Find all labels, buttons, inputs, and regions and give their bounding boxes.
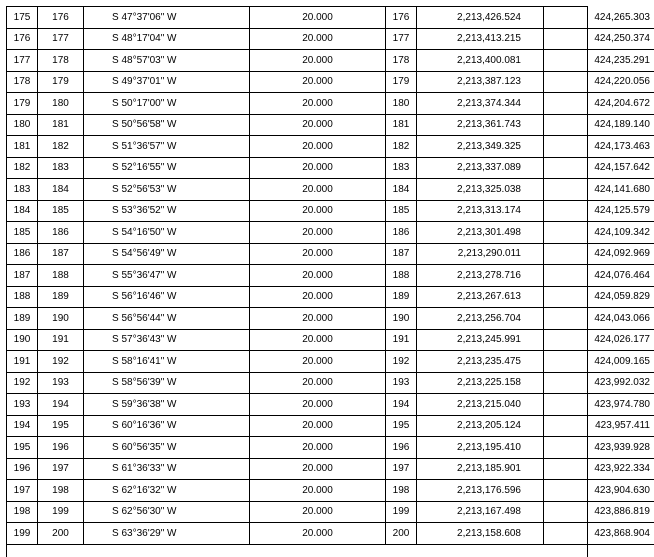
vertex-cell: 176 [386,7,417,28]
distance-cell: 20.000 [250,308,386,330]
table-row [7,243,654,265]
easting-cell: 424,026.177 [544,329,654,351]
bearing-cell: S 51°36'57" W [84,136,250,158]
to-station-cell: 197 [38,458,84,480]
northing-cell: 2,213,235.475 [417,351,544,373]
from-station-cell: 189 [7,308,38,330]
to-station-cell: 192 [38,351,84,373]
from-station-cell: 175 [7,7,38,28]
from-station-cell: 197 [7,480,38,502]
bearing-cell: S 50°17'00" W [84,93,250,115]
easting-cell: 423,886.819 [544,501,654,523]
northing-cell: 2,213,267.613 [417,286,544,308]
bearing-cell: S 63°36'29" W [84,523,250,545]
northing-cell: 2,213,225.158 [417,372,544,394]
table-row [7,157,654,179]
bearing-cell: S 61°36'33" W [84,458,250,480]
bearing-cell: S 54°56'49" W [84,243,250,265]
table-row [7,114,654,136]
to-station-cell: 196 [38,437,84,459]
easting-cell: 424,220.056 [544,71,654,93]
bearing-cell: S 54°16'50" W [84,222,250,244]
northing-cell: 2,213,301.498 [417,222,544,244]
bearing-cell: S 49°37'01" W [84,71,250,93]
distance-cell: 20.000 [250,501,386,523]
easting-cell: 424,250.374 [544,28,654,50]
distance-cell: 20.000 [250,200,386,222]
to-station-cell: 191 [38,329,84,351]
bearing-cell: S 52°16'55" W [84,157,250,179]
distance-cell: 20.000 [250,243,386,265]
table-row [7,28,654,50]
table-row [7,372,654,394]
distance-cell: 20.000 [250,28,386,50]
easting-cell: 424,059.829 [544,286,654,308]
distance-cell: 20.000 [250,415,386,437]
easting-cell: 424,157.642 [544,157,654,179]
vertex-cell: 180 [386,93,417,115]
easting-cell: 423,939.928 [544,437,654,459]
vertex-cell: 190 [386,308,417,330]
vertex-cell: 194 [386,394,417,416]
bearing-cell: S 53°36'52" W [84,200,250,222]
distance-cell: 20.000 [250,136,386,158]
table-row [7,458,654,480]
vertex-cell: 179 [386,71,417,93]
table-row [7,351,654,373]
to-station-cell: 194 [38,394,84,416]
to-station-cell: 188 [38,265,84,287]
distance-cell: 20.000 [250,458,386,480]
to-station-cell: 200 [38,523,84,545]
vertex-cell: 187 [386,243,417,265]
to-station-cell: 178 [38,50,84,72]
northing-cell: 2,213,215.040 [417,394,544,416]
northing-cell: 2,213,400.081 [417,50,544,72]
bearing-cell: S 48°17'04" W [84,28,250,50]
vertex-cell: 186 [386,222,417,244]
distance-cell: 20.000 [250,437,386,459]
northing-cell: 2,213,290.011 [417,243,544,265]
table-row [7,222,654,244]
to-station-cell: 179 [38,71,84,93]
table-row [7,415,654,437]
from-station-cell: 195 [7,437,38,459]
vertex-cell: 197 [386,458,417,480]
easting-cell: 424,235.291 [544,50,654,72]
bearing-cell: S 56°16'46" W [84,286,250,308]
table-row [7,308,654,330]
from-station-cell: 198 [7,501,38,523]
vertex-cell: 184 [386,179,417,201]
table-row [7,265,654,287]
distance-cell: 20.000 [250,93,386,115]
easting-cell: 424,092.969 [544,243,654,265]
to-station-cell: 186 [38,222,84,244]
easting-cell: 423,904.630 [544,480,654,502]
from-station-cell: 179 [7,93,38,115]
easting-cell: 423,922.334 [544,458,654,480]
northing-cell: 2,213,387.123 [417,71,544,93]
easting-cell: 424,189.140 [544,114,654,136]
vertex-cell: 183 [386,157,417,179]
bearing-cell: S 59°36'38" W [84,394,250,416]
bearing-cell: S 48°57'03" W [84,50,250,72]
table-row [7,286,654,308]
vertex-cell: 181 [386,114,417,136]
bearing-cell: S 62°56'30" W [84,501,250,523]
northing-cell: 2,213,426.524 [417,7,544,28]
table-row [7,501,654,523]
easting-cell: 424,076.464 [544,265,654,287]
easting-cell: 424,009.165 [544,351,654,373]
bearing-cell: S 58°16'41" W [84,351,250,373]
to-station-cell: 182 [38,136,84,158]
distance-cell: 20.000 [250,71,386,93]
northing-cell: 2,213,245.991 [417,329,544,351]
vertex-cell: 182 [386,136,417,158]
distance-cell: 20.000 [250,523,386,545]
distance-cell: 20.000 [250,114,386,136]
distance-cell: 20.000 [250,157,386,179]
easting-cell: 423,974.780 [544,394,654,416]
easting-cell: 424,173.463 [544,136,654,158]
northing-cell: 2,213,349.325 [417,136,544,158]
from-station-cell: 184 [7,200,38,222]
from-station-cell: 180 [7,114,38,136]
table-row [7,437,654,459]
bearing-cell: S 62°16'32" W [84,480,250,502]
table-row [7,394,654,416]
vertex-cell: 177 [386,28,417,50]
from-station-cell: 186 [7,243,38,265]
northing-cell: 2,213,325.038 [417,179,544,201]
easting-cell: 423,957.411 [544,415,654,437]
table-body [7,7,654,544]
to-station-cell: 184 [38,179,84,201]
to-station-cell: 176 [38,7,84,28]
distance-cell: 20.000 [250,265,386,287]
easting-cell: 424,109.342 [544,222,654,244]
northing-cell: 2,213,361.743 [417,114,544,136]
to-station-cell: 180 [38,93,84,115]
vertex-cell: 199 [386,501,417,523]
to-station-cell: 177 [38,28,84,50]
from-station-cell: 194 [7,415,38,437]
table-row [7,200,654,222]
from-station-cell: 190 [7,329,38,351]
from-station-cell: 176 [7,28,38,50]
distance-cell: 20.000 [250,351,386,373]
distance-cell: 20.000 [250,222,386,244]
distance-cell: 20.000 [250,179,386,201]
table-row [7,523,654,545]
table-row [7,93,654,115]
vertex-cell: 185 [386,200,417,222]
table-row [7,50,654,72]
easting-cell: 424,043.066 [544,308,654,330]
distance-cell: 20.000 [250,394,386,416]
from-station-cell: 181 [7,136,38,158]
vertex-cell: 188 [386,265,417,287]
from-station-cell: 196 [7,458,38,480]
distance-cell: 20.000 [250,480,386,502]
northing-cell: 2,213,374.344 [417,93,544,115]
northing-cell: 2,213,176.596 [417,480,544,502]
bearing-cell: S 60°56'35" W [84,437,250,459]
from-station-cell: 187 [7,265,38,287]
bearing-cell: S 52°56'53" W [84,179,250,201]
to-station-cell: 190 [38,308,84,330]
northing-cell: 2,213,278.716 [417,265,544,287]
table-row [7,480,654,502]
bearing-cell: S 60°16'36" W [84,415,250,437]
distance-cell: 20.000 [250,50,386,72]
from-station-cell: 192 [7,372,38,394]
vertex-cell: 191 [386,329,417,351]
from-station-cell: 199 [7,523,38,545]
from-station-cell: 193 [7,394,38,416]
from-station-cell: 191 [7,351,38,373]
distance-cell: 20.000 [250,7,386,28]
to-station-cell: 199 [38,501,84,523]
bearing-cell: S 55°36'47" W [84,265,250,287]
easting-cell: 424,204.672 [544,93,654,115]
to-station-cell: 193 [38,372,84,394]
bearing-cell: S 57°36'43" W [84,329,250,351]
to-station-cell: 185 [38,200,84,222]
northing-cell: 2,213,337.089 [417,157,544,179]
vertex-cell: 192 [386,351,417,373]
table-row [7,179,654,201]
vertex-cell: 200 [386,523,417,545]
northing-cell: 2,213,195.410 [417,437,544,459]
distance-cell: 20.000 [250,286,386,308]
northing-cell: 2,213,313.174 [417,200,544,222]
northing-cell: 2,213,158.608 [417,523,544,545]
northing-cell: 2,213,205.124 [417,415,544,437]
coordinates-table-container [6,6,588,557]
easting-cell: 424,265.303 [544,7,654,28]
northing-cell: 2,213,167.498 [417,501,544,523]
to-station-cell: 183 [38,157,84,179]
to-station-cell: 181 [38,114,84,136]
easting-cell: 424,141.680 [544,179,654,201]
vertex-cell: 178 [386,50,417,72]
table-row [7,7,654,28]
vertex-cell: 193 [386,372,417,394]
northing-cell: 2,213,185.901 [417,458,544,480]
easting-cell: 423,992.032 [544,372,654,394]
easting-cell: 424,125.579 [544,200,654,222]
table-row [7,136,654,158]
vertex-cell: 198 [386,480,417,502]
table-row [7,71,654,93]
from-station-cell: 182 [7,157,38,179]
to-station-cell: 198 [38,480,84,502]
to-station-cell: 195 [38,415,84,437]
distance-cell: 20.000 [250,329,386,351]
bearing-cell: S 50°56'58" W [84,114,250,136]
distance-cell: 20.000 [250,372,386,394]
bearing-cell: S 56°56'44" W [84,308,250,330]
vertex-cell: 189 [386,286,417,308]
from-station-cell: 185 [7,222,38,244]
bearing-cell: S 58°56'39" W [84,372,250,394]
from-station-cell: 183 [7,179,38,201]
from-station-cell: 178 [7,71,38,93]
bearing-cell: S 47°37'06" W [84,7,250,28]
to-station-cell: 187 [38,243,84,265]
vertex-cell: 195 [386,415,417,437]
northing-cell: 2,213,413.215 [417,28,544,50]
vertex-cell: 196 [386,437,417,459]
from-station-cell: 188 [7,286,38,308]
to-station-cell: 189 [38,286,84,308]
from-station-cell: 177 [7,50,38,72]
northing-cell: 2,213,256.704 [417,308,544,330]
coordinates-table [7,7,654,545]
table-row [7,329,654,351]
easting-cell: 423,868.904 [544,523,654,545]
